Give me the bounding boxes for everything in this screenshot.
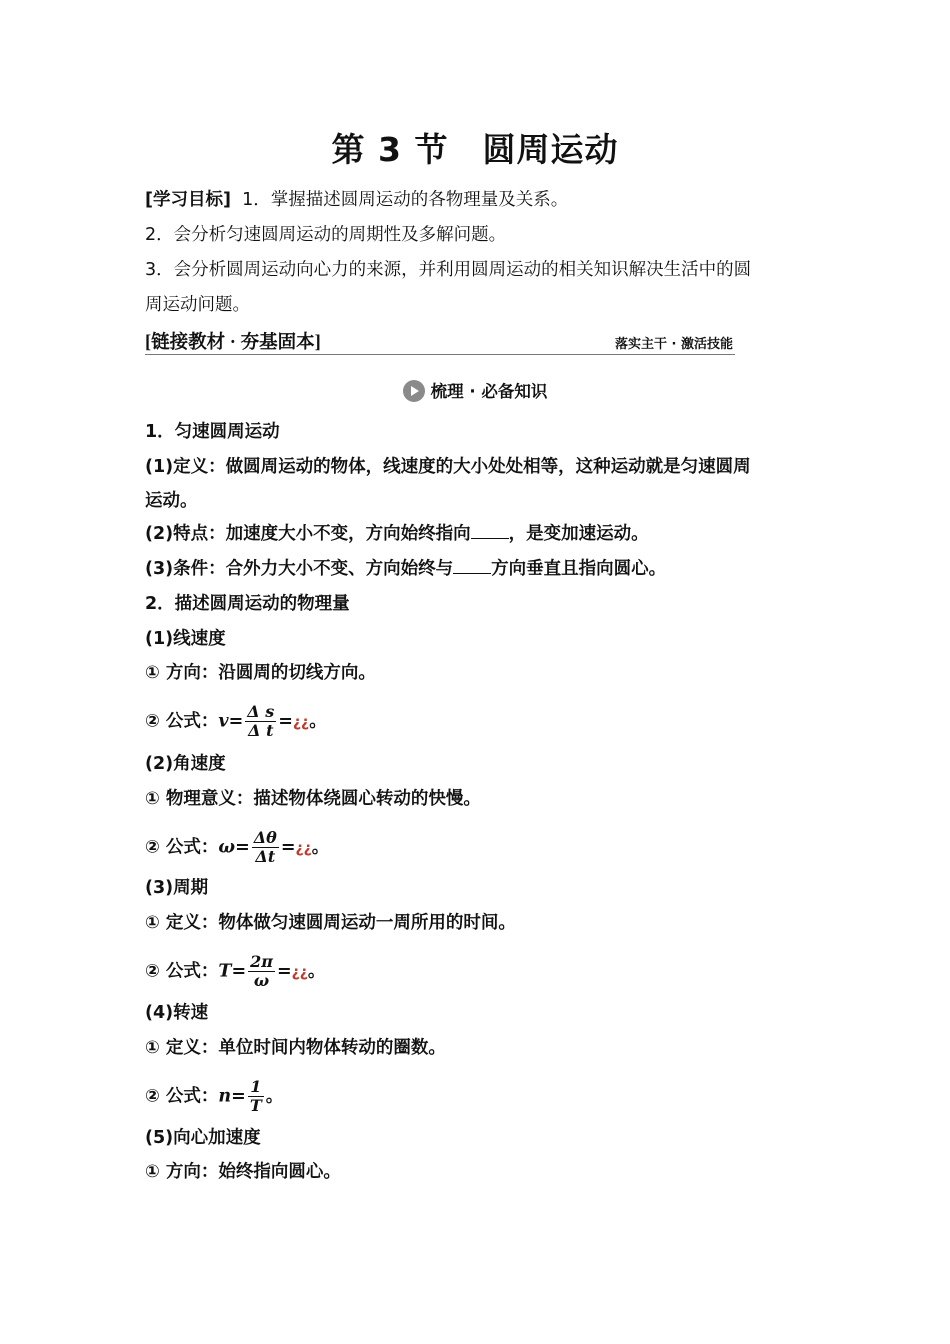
objective-2: 2．会分析匀速圆周运动的周期性及多解问题。 <box>145 225 507 245</box>
s1-feature-pre: (2)特点：加速度大小不变，方向始终指向 <box>145 524 471 544</box>
formula-variable: ω <box>218 837 236 858</box>
equals-sign: = <box>280 837 296 858</box>
page-title: 第 3 节 圆周运动 <box>331 130 619 169</box>
objective-line-1 <box>145 188 568 212</box>
objectives-label: [学习目标] <box>145 190 231 210</box>
s1-condition <box>145 557 666 581</box>
fraction-denominator: Δt <box>255 847 276 866</box>
t-heading: (3)周期 <box>145 878 209 898</box>
t-definition: ① 定义：物体做匀速圆周运动一周所用的时间。 <box>145 913 516 933</box>
formula-label: ② 公式： <box>145 961 219 982</box>
equals-sign: = <box>276 961 292 982</box>
fraction-denominator: ω <box>253 971 270 990</box>
equals-sign: = <box>231 1086 246 1107</box>
fraction-numerator: Δθ <box>253 828 277 847</box>
fraction-denominator: T <box>249 1096 262 1115</box>
s1-feature-post: ，是变加速运动。 <box>508 524 649 544</box>
equals-sign: = <box>235 837 250 858</box>
fill-blank <box>453 557 491 574</box>
s1-def-b: 运动。 <box>145 491 198 511</box>
formula-variable: n <box>218 1086 232 1107</box>
fraction-numerator: 1 <box>248 1078 264 1097</box>
equals-sign: = <box>278 711 293 732</box>
formula-fraction <box>248 1078 264 1115</box>
fraction-numerator: Δ s <box>247 702 275 721</box>
fraction-numerator: 2π <box>250 952 273 971</box>
period: 。 <box>309 711 327 732</box>
section-band <box>145 328 735 355</box>
t-formula <box>145 953 325 990</box>
n-heading: (4)转速 <box>145 1003 209 1023</box>
period: 。 <box>307 961 326 982</box>
band-subtitle: 落实主干 · 激活技能 <box>615 337 733 352</box>
formula-label: ② 公式： <box>145 837 219 858</box>
formula-fraction <box>248 953 275 990</box>
formula-fraction <box>252 829 279 866</box>
formula-label: ② 公式： <box>145 1086 219 1107</box>
w-heading: (2)角速度 <box>145 754 226 774</box>
answer-placeholder: ¿¿ <box>295 840 312 857</box>
equals-sign: = <box>228 711 244 732</box>
v-formula <box>145 703 327 740</box>
formula-variable: T <box>218 961 232 982</box>
v-heading: (1)线速度 <box>145 629 226 649</box>
subheading-text: 梳理 · 必备知识 <box>430 382 548 401</box>
objective-1: 1．掌握描述圆周运动的各物理量及关系。 <box>242 190 569 210</box>
s1-heading: 1．匀速圆周运动 <box>145 422 280 442</box>
answer-placeholder: ¿¿ <box>292 714 310 731</box>
formula-variable: v <box>218 711 229 732</box>
objective-3a: 3．会分析圆周运动向心力的来源，并利用圆周运动的相关知识解决生活中的圆 <box>145 260 752 280</box>
play-circle-icon <box>403 380 425 402</box>
answer-placeholder: ¿¿ <box>291 964 308 981</box>
v-direction: ① 方向：沿圆周的切线方向。 <box>145 663 376 683</box>
a-heading: (5)向心加速度 <box>145 1128 261 1148</box>
w-formula <box>145 829 329 866</box>
fill-blank <box>471 522 509 539</box>
objective-3b: 周运动问题。 <box>145 295 250 315</box>
n-formula <box>145 1078 283 1115</box>
subheading <box>0 378 950 402</box>
s1-def-a: (1)定义：做圆周运动的物体，线速度的大小处处相等，这种运动就是匀速圆周 <box>145 457 751 477</box>
formula-fraction <box>245 703 276 740</box>
n-definition: ① 定义：单位时间内物体转动的圈数。 <box>145 1038 446 1058</box>
equals-sign: = <box>231 961 247 982</box>
a-direction: ① 方向：始终指向圆心。 <box>145 1162 341 1182</box>
s2-heading: 2．描述圆周运动的物理量 <box>145 594 350 614</box>
period: 。 <box>311 837 330 858</box>
band-title: [链接教材 · 夯基固本] <box>145 333 321 353</box>
period: 。 <box>265 1086 284 1107</box>
formula-label: ② 公式： <box>145 711 219 732</box>
s1-condition-pre: (3)条件：合外力大小不变、方向始终与 <box>145 559 454 579</box>
s1-condition-post: 方向垂直且指向圆心。 <box>491 559 667 579</box>
s1-feature <box>145 522 649 546</box>
w-meaning: ① 物理意义：描述物体绕圆心转动的快慢。 <box>145 789 481 809</box>
fraction-denominator: Δ t <box>248 721 274 740</box>
